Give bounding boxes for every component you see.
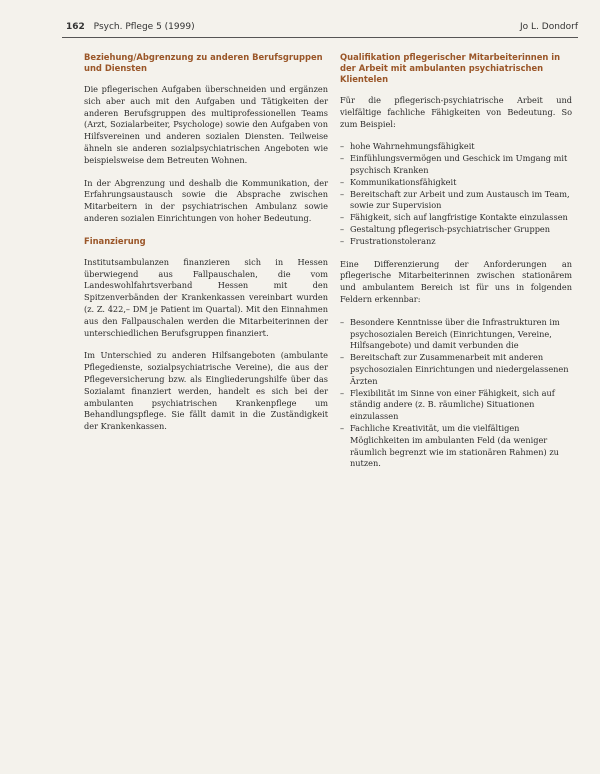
- page-header: [66, 22, 578, 36]
- list-item: – Bereitschaft zur Zusammenarbeit mit anderen psychosozialen Einrichtungen und niedergelassenen Ärzten: [340, 352, 572, 387]
- paragraph: Eine Differenzierung der Anforderungen an pflegerische Mitarbeiterinnen zwischen stationärem und ambulantem Bereich ist für uns in folgenden Feldern erkennbar:: [340, 258, 572, 304]
- paragraph: Die pflegerischen Aufgaben überschneiden und ergänzen sich aber auch mit den Aufgaben und Tätigkeiten der anderen Berufsgruppen des multiprofessionellen Teams (Arzt, Sozialarbeiter, Psychologe) sowie den Aufgaben von Hilfsvereinen und anderen sozialen Diensten. Teilweise ähneln sie anderen sozialpsychiatrischen Angeboten wie beispielsweise dem Betreuten Wohnen.: [84, 84, 328, 165]
- left-column: [84, 52, 328, 444]
- list-item: – Frustrationstoleranz: [340, 236, 572, 248]
- list-item: – hohe Wahrnehmungsfähigkeit: [340, 141, 572, 153]
- list-item: – Kommunikationsfähigkeit: [340, 177, 572, 189]
- paragraph: Im Unterschied zu anderen Hilfsangeboten (ambulante Pflegedienste, sozialpsychiatrische Vereine), die aus der Pflegeversicherung bzw. als Eingliederungshilfe über das Sozialamt finanziert werden, handelt es sich bei der ambulanten psychiatrischen Krankenpflege um Behandlungspflege. Sie fällt damit in die Zuständigkeit der Krankenkassen.: [84, 350, 328, 432]
- list-item: – Fähigkeit, sich auf langfristige Kontakte einzulassen: [340, 212, 572, 224]
- list-item: – Besondere Kenntnisse über die Infrastrukturen im psychosozialen Bereich (Einrichtungen, Vereine, Hilfsangebote) und damit verbunden die: [340, 317, 572, 352]
- paragraph: Institutsambulanzen finanzieren sich in Hessen überwiegend aus Fallpauschalen, die vom Landeswohlfahrtsverband Hessen mit den Spitzenverbänden der Krankenkassen vereinbart wurden (z. Z. 422,– DM je Patient im Quartal). Mit den Einnahmen aus den Fallpauschalen werden die Mitarbeiterinnen der unterschiedlichen Berufsgruppen finanziert.: [84, 256, 328, 338]
- list-item: – Fachliche Kreativität, um die vielfältigen Möglichkeiten im ambulanten Feld (da weniger räumlich begrenzt wie im stationären Rahmen) zu nutzen.: [340, 423, 572, 470]
- skills-list: [340, 141, 572, 247]
- list-item: – Flexibilität im Sinne von einer Fähigkeit, sich auf ständig andere (z. B. räumliche) Situationen einzulassen: [340, 388, 572, 423]
- page-number: 162: [66, 22, 85, 32]
- requirements-list: [340, 317, 572, 470]
- list-item: – Einfühlungsvermögen und Geschick im Umgang mit psychisch Kranken: [340, 153, 572, 177]
- section-heading-financing: Finanzierung: [84, 235, 146, 246]
- paragraph: In der Abgrenzung und deshalb die Kommunikation, der Erfahrungsaustausch sowie die Absprache zwischen Mitarbeitern in der psychiatrischen Ambulanz sowie anderen sozialen Einrichtungen von hoher Bedeutung.: [84, 177, 328, 223]
- section-heading-qualification: Qualifikation pflegerischer Mitarbeiterinnen in der Arbeit mit ambulanten psychiatrischen Klientelen: [340, 52, 561, 84]
- header-rule: [62, 37, 578, 38]
- journal-citation: Psych. Pflege 5 (1999): [93, 22, 195, 32]
- list-item: – Gestaltung pflegerisch-psychiatrischer Gruppen: [340, 224, 572, 236]
- paragraph: Für die pflegerisch-psychiatrische Arbeit und vielfältige fachliche Fähigkeiten von Bedeutung. So zum Beispiel:: [340, 95, 572, 129]
- running-author: Jo L. Dondorf: [520, 22, 578, 32]
- section-heading-relations: Beziehung/Abgrenzung zu anderen Berufsgruppen und Diensten: [84, 52, 323, 73]
- right-column: [340, 52, 572, 481]
- list-item: – Bereitschaft zur Arbeit und zum Austausch im Team, sowie zur Supervision: [340, 189, 572, 213]
